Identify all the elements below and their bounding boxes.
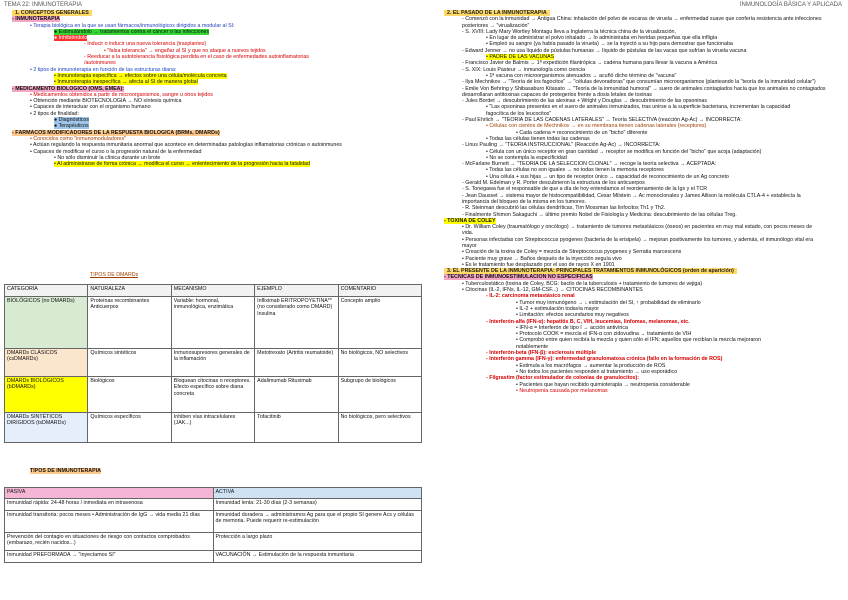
table-cell: Subgrupo de biológicos [338, 377, 421, 413]
text-line: • Actúan regulando la respuesta inmunitaria anormal que acontece en determinadas patologías inflamatorias crónicas o autoinmunes [30, 142, 342, 149]
table-row [5, 377, 422, 413]
text-line: • Al administrarse de forma crónica → modifica el curso → enlentecimiento de la progresión hacia la fatalidad [54, 161, 310, 168]
table-row [5, 511, 422, 533]
table-cell: Concepto amplio [338, 297, 421, 349]
text-line: - Paul Ehrlich → "TEORÍA DE LAS CADENAS LATERALES" → Teoría SELECTIVA (reacción Ag-Ac) → INCORRECTA: [462, 117, 742, 124]
header-left: TEMA 22: INMUNOTERAPIA [4, 2, 83, 8]
subheading: - INMUNOTERAPIA [12, 16, 60, 23]
table-cell: Metotrexato (Artritis reumatoide) [255, 349, 338, 377]
text-line: • "falsa tolerancia" → engañar al SI y que no ataque a nuevos tejidos [104, 47, 266, 54]
text-line: • En lugar de administrar el polvo inhalado → lo administraba en heridas pequeñas que ella infligía [486, 35, 718, 42]
table-header-row [5, 285, 422, 297]
table-row [5, 413, 422, 443]
table-cell: Inmunidad transitoria: pocos meses • Administración de IgG → vida media 21 días [5, 511, 214, 533]
text-line: • PADRE DE LAS VACUNAS [486, 54, 555, 61]
text-line: • Todas las células tienen todas las cadenas [486, 135, 590, 142]
table-cell: Inmunidad rápida: 24-48 horas / inmediata en intravenosa [5, 499, 214, 511]
table-cell: Adalimumab Rituximab [255, 377, 338, 413]
text-line: - Interferón-alfa (IFN-α): hepatitis B, C, VIH, leucemias, linfomas, melanomas, etc. [486, 318, 690, 325]
text-line: - McFarlane Burnett → "TEORÍA DE LA SELECCIÓN CLONAL" → recoge la teoría selectiva → ACEPTADA: [462, 161, 717, 168]
text-line: • Medicamentos obtenidos a partir de microorganismos, sangre u otros tejidos [30, 91, 213, 98]
subheading: - TOXINA DE COLEY [444, 217, 496, 224]
text-line: - Gerald M. Edelman y R. Porter descubrieron la estructura de los anticuerpos [462, 180, 645, 187]
table-cell: No biológicos, pero selectivos [338, 413, 421, 443]
table-header: MECANISMO [171, 285, 254, 297]
text-line: • Personas infectadas con Streptococcus pyogenes (bacteria de la erisipela) → mejoran positivamente los tumores, y además, el inmunólogo vital era mayor [462, 236, 814, 249]
table-cell: Químicos específicos [88, 413, 171, 443]
text-line: - Finalmente Shimon Sakaguchi → último premio Nobel de Fisiología y Medicina: descubrimiento de las células Treg. [462, 211, 737, 218]
text-line: • Células con cientos de Mechnikov → en su membrana tienen cadenas laterales (receptores) [486, 123, 707, 130]
text-line: • Inmunoterapia inespecífica → afecta al SI de manera global [54, 79, 198, 86]
text-line: • Protocolo COOK = mezcla el IFN-α con zidovudina → tratamiento de VIH [516, 331, 692, 338]
text-line: - S. XIX: Louis Pasteur → inmunología como ciencia [462, 66, 586, 73]
section-heading: 2. EL PASADO DE LA INMUNOTERAPIA [436, 10, 848, 16]
table-header: ACTIVA [213, 488, 422, 499]
table-cell: BIOLÓGICOS (no DMARDs) [5, 297, 88, 349]
text-line: - Jules Bordet → descubrimiento de las alexinas + Wright y Douglas → descubrimiento de las opsoninas [462, 98, 708, 105]
text-line: • Limitación: efectos secundarios muy negativos [516, 312, 629, 319]
text-line: ● Terapéuticos [54, 123, 89, 130]
text-line: • Tumor muy inmunógeno → ↓ estimulación del SI, ↑ probabilidad de eliminarlo [516, 299, 701, 306]
text-line: • 1ª vacuna con microorganismos atenuados → acuñó dicho término de "vacuna" [486, 72, 677, 79]
table-cell: Variable: hormonal, inmunológica, enzimática [171, 297, 254, 349]
table-cell: Proteínas recombinantes Anticuerpos [88, 297, 171, 349]
text-line: • Inmunoterapia específica → efectos sobre una célula/molécula concreta [54, 72, 227, 79]
table-header: NATURALEZA [88, 285, 171, 297]
text-line: • No se contempla la especificidad [486, 154, 567, 161]
text-line: • Una célula + sus hijas → un tipo de receptor único → capacidad de reconocimiento de un Ag concreto [486, 173, 729, 180]
table-cell: Inmunidad PREFORMADA → "inyectamos SI" [5, 551, 214, 563]
text-line: • IL-2 + estimulación todavía mayor [516, 305, 599, 312]
section-heading: 3. EL PRESENTE DE LA INMUNOTERAPIA: PRINCIPALES TRATAMIENTOS INMUNOLÓGICOS (orden de aparición) [436, 268, 841, 274]
tipos-dmards-title: TIPOS DE DMARDs [90, 272, 139, 278]
text-line: - Reeducar a la autotolerancia fisiológica perdida en el caso de enfermedades autoinflamatorias /autoinmunes [84, 54, 309, 67]
text-line: - Interferón-beta (IFN-β): esclerosis múltiple [486, 350, 597, 357]
dmards-table [4, 284, 422, 443]
table-cell: Bloquean citocinas o receptores. Efecto específico sobre diana concreta [171, 377, 254, 413]
text-line: - R. Steinman descubrió las células dendríticas, Tim Mossman las linfocitos Th1 y Th2. [462, 205, 666, 212]
table-cell: Infliximab ERITROPOYETINA** (no considerado como DMARD) Insulina [255, 297, 338, 349]
text-line: • Capaces de modificar el curso o la progresión natural de la enfermedad [30, 148, 202, 155]
text-line: • Estimula a los macrófagos → aumentar la producción de ROS [516, 362, 666, 369]
text-line: • Capaces de interactuar con el organismo humano [30, 104, 151, 111]
text-line: - Francisco Javier de Balmis → 1ª expedición filantrópica → cadena humana para llevar la vacuna a América [462, 60, 718, 67]
text-line: - Interferón gamma (IFN-γ): enfermedad granulomatosa crónica (fallo en la formación de ROS) [486, 356, 723, 363]
subheading: - TÉCNICAS DE INMUNOESTIMULACIÓN NO ESPECÍFICAS [444, 274, 593, 281]
table-cell: DMARDs CLÁSICOS (csDMARDs) [5, 349, 88, 377]
header-right: INMUNOLOGÍA BÁSICA Y APLICADA [739, 2, 842, 8]
text-line: • Terapia biológica en la que se usan fármacos/inmunológicos dirigidos a modular al SI: [30, 22, 235, 29]
text-line: • Conocidos como "inmunomoduladores" [30, 135, 127, 142]
text-line: • "Las opsoninas presentes en el suero de animales inmunizados, tras unirse a la superficie bacteriana, incrementan la capacidad fagocítica de los leucocitos" [486, 104, 791, 117]
text-line: - Edward Jenner → no usa líquido de pústulas humanas → líquido de pústulas de las vacas que sufrían la viruela vacuna [462, 47, 747, 54]
text-line: - S. Tonegawa fue el responsable de que a día de hoy entendamos el reordenamiento de la Igs y el TCR [462, 186, 708, 193]
table-row [5, 349, 422, 377]
table-row [5, 297, 422, 349]
text-line: - Ilya Mechnikov → "Teoría de los fagocitos" → "células devoradoras" que consumían microorganismos (planteando la "teoría de la inmunidad celular") [462, 79, 816, 86]
table-cell: Inhiben vías intracelulares (JAK...) [171, 413, 254, 443]
text-line: - Filgrastim (factor estimulador de colonias de granulocitos): [486, 375, 640, 382]
table-cell: Inmunidad lenta: 21-30 días (2-3 semanas) [213, 499, 422, 511]
text-line: • Pacientes que hayan recibido quimioterapia → neutropenia considerable [516, 381, 690, 388]
table-cell: DMARDs BIOLÓGICOS (bDMARDs) [5, 377, 88, 413]
text-line: - Linus Pauling → "TEORÍA INSTRUCCIONAL" (Reacción Ag-Ac) → INCORRECTA: [462, 142, 661, 149]
text-line: • No sólo disminuir la clínica durante un brote [54, 154, 161, 161]
text-line: - Comenzó con la inmunidad → Antigua China: inhalación del polvo de escaras de viruela → enfermedad suave que confería resistencia ante infecciones posteriores → "virualización" [462, 16, 822, 29]
text-line: • Todas las células no son iguales → no todas tienen la memoria receptores [486, 167, 664, 174]
text-line: • Paciente muy grave → Baños después de la inyección seguía vivo [462, 255, 622, 262]
text-line: • No todos los pacientes responden al tratamiento → uso esporádico [516, 368, 678, 375]
text-line: • IFN-α = Interferón de tipo I → acción antivírica [516, 324, 628, 331]
text-line: ● Estimulándolo → tratamientos contra el cáncer o las infecciones [54, 28, 210, 35]
text-line: • Citocinas (IL-2, IFNs, IL-12, GM-CSF...) → CITOCINAS RECOMBINANTES [462, 287, 643, 294]
table-row [5, 499, 422, 511]
table-cell: Inmunosupresores generales de la inflamación [171, 349, 254, 377]
table-row [5, 533, 422, 551]
text-line: ● Inhibiéndolo [54, 35, 88, 42]
text-line: - IL-2: carcinoma metastásico renal [486, 293, 575, 300]
tipos-inmunoterapia-title: TIPOS DE INMUNOTERAPIA [30, 468, 101, 474]
table-cell: Biológicos [88, 377, 171, 413]
table-header: COMENTARIO [338, 285, 421, 297]
table-row [5, 551, 422, 563]
subheading: - FÁRMACOS MODIFICADORES DE LA RESPUESTA BIOLÓGICA (BRMs, DMARDs) [12, 129, 220, 136]
subheading: - MEDICAMENTO BIOLÓGICO (OMS, EMEA): [12, 85, 125, 92]
text-line: - Jean Dausset → sistema mayor de histocompatibilidad, Cesar Milstein → Ac monoclonales y James Allison la molécula CTLA-4 + establecía la importancia del bloqueo de la misma en los tumores. [462, 192, 801, 205]
inmunoterapia-table [4, 487, 422, 563]
table-cell: DMARDs SINTÉTICOS DIRIGIDOS (tsDMARDs) [5, 413, 88, 443]
table-header-row [5, 488, 422, 499]
text-line: ● Diagnósticos [54, 117, 89, 124]
section-heading: 1. CONCEPTOS GENERALES [4, 10, 419, 16]
text-line: - Inducir o inducir una nueva tolerancia (trasplantes) [84, 41, 207, 48]
text-line: • 2 tipos de inmunoterapia en función de las estructuras diana: [30, 66, 177, 73]
table-cell: Tofacitinib [255, 413, 338, 443]
text-line: • Tuberculostático (toxina de Coley, BCG: bacilo de la tuberculosis + tratamiento de tumores de vejiga) [462, 280, 703, 287]
table-cell: Químicos sintéticos [88, 349, 171, 377]
text-line: • Es le tratamiento fue desplazado por el uso de rayos X en 1901 [462, 261, 615, 268]
table-cell: VACUNACIÓN → Estimulación de la respuesta inmunitaria [213, 551, 422, 563]
table-header: PASIVA [5, 488, 214, 499]
right-column [436, 10, 848, 394]
table-header: EJEMPLO [255, 285, 338, 297]
table-cell: Prevención del contagio en situaciones de riesgo con contactos comprobados (embarazo, recién nacidos...) [5, 533, 214, 551]
text-line: • Dr. William Coley (traumatólogo y oncólogo) → tratamiento de tumores metastásicos (óseos) en pacientes en muy mal estado, con pocos meses de vida. [462, 224, 813, 237]
text-line: • Comprobó entre quien recibía la mezcla y quien sólo el IFN: aquellos que recibían la mezcla mejoraron notablemente [516, 337, 762, 350]
left-column [4, 10, 419, 167]
text-line: • 2 tipos de finalidad: [30, 110, 79, 117]
text-line: • Empleó su sangre (ya había pasado la viruela) → se la inyectó a su hijo para demostrar que funcionaba [486, 41, 733, 48]
text-line: • Creación de la toxina de Coley = mezcla de Streptococcus pyogenes y Serratia marcescens [462, 249, 682, 256]
text-line: • Obtención mediante BIOTECNOLOGÍA → NO síntesis química [30, 98, 182, 105]
text-line: • Célula con un único receptor en gran cantidad → receptor se modifica en función del "bicho" que acoja (adaptación) [486, 148, 762, 155]
table-cell: Protección a largo plazo [213, 533, 422, 551]
text-line: - S. XVIII: Lady Mary Wortley Montagu lleva a Inglaterra la técnica china de la virualización, [462, 28, 676, 35]
text-line: • Cada cadena = reconocimiento de un "bicho" diferente [516, 129, 648, 136]
table-cell: No biológicos, NO selectivos [338, 349, 421, 377]
table-header: CATEGORÍA [5, 285, 88, 297]
text-line: - Emile Von Behring y Shibasaburo Kitasato → "Teoría de la inmunidad humoral" → suero de animales contagiados hacía que los animales no contagiados desarrollaran antitoxinas capaces de protegerlos frente a dosis letales de toxinas [462, 85, 826, 98]
table-cell: Inmunidad duradera → administramos Ag para que el propio SI genere Acs y células de memoria. Puede requerir re-estimulación [213, 511, 422, 533]
text-line: • Neutropenia causada por melanomas [516, 387, 608, 394]
